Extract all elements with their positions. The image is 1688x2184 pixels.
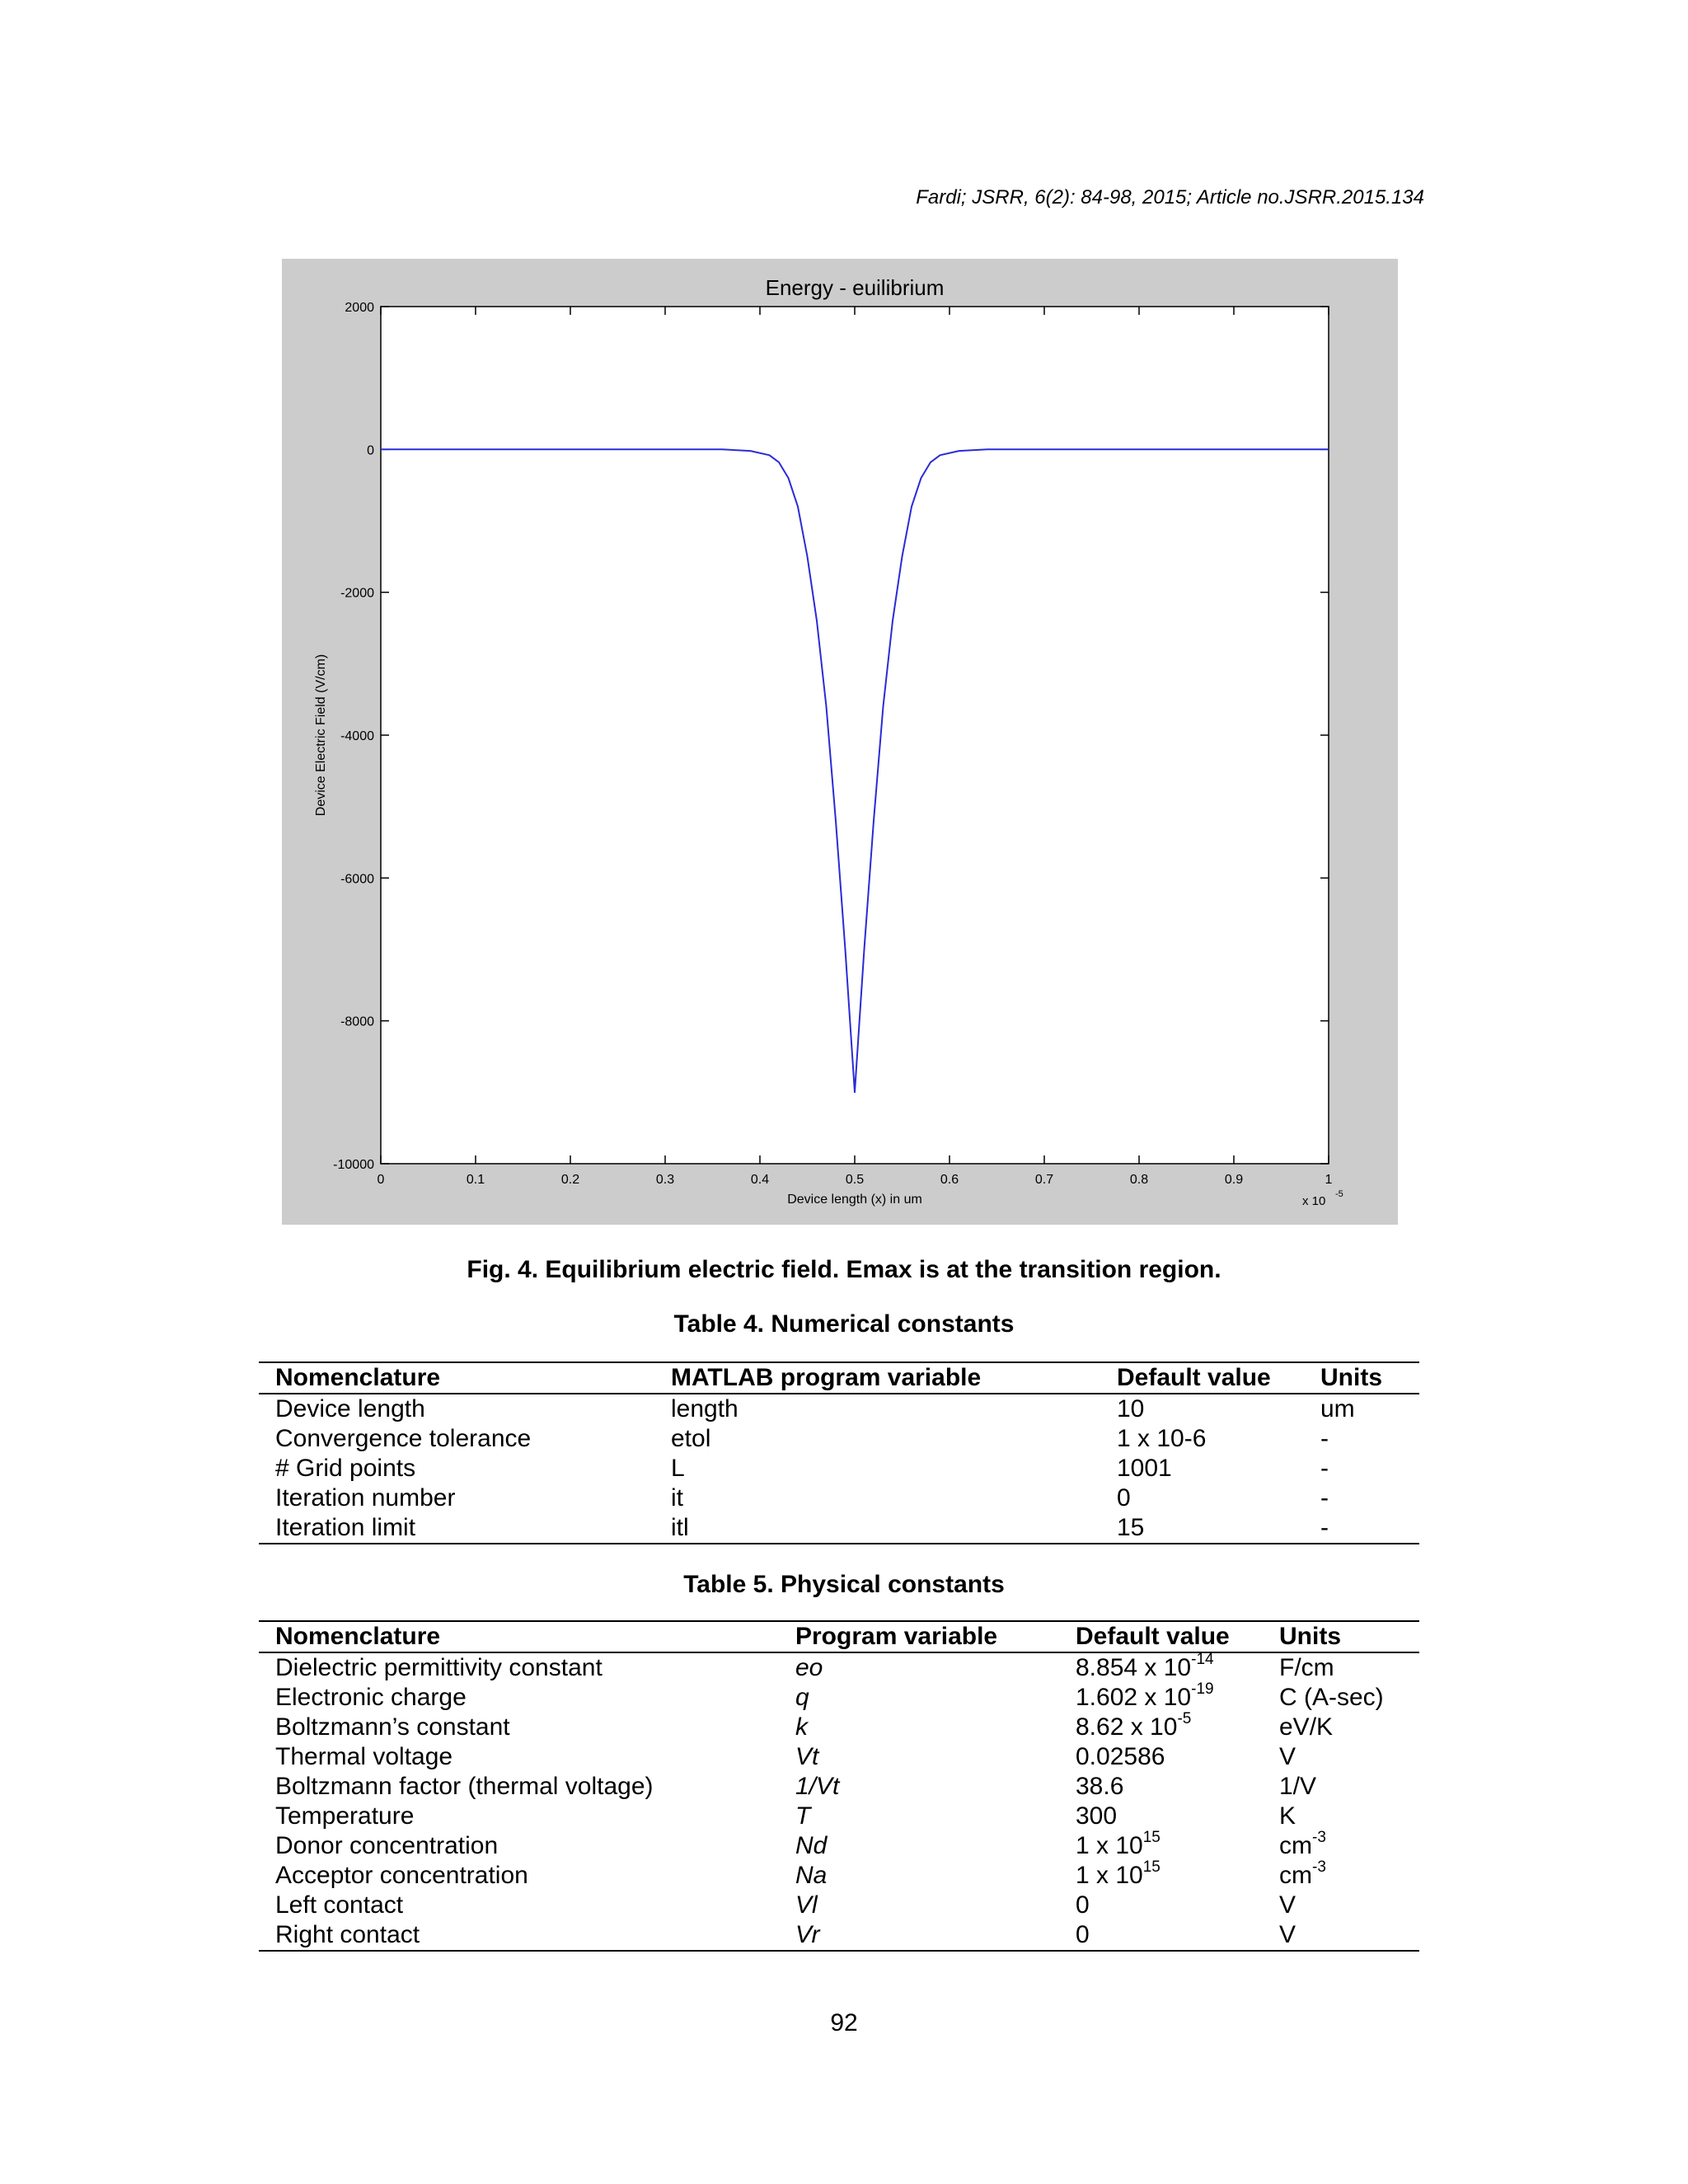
header-cell: MATLAB program variable xyxy=(671,1362,1117,1394)
unit-base: K xyxy=(1279,1802,1296,1830)
table-cell: Electronic charge xyxy=(275,1684,467,1711)
x-tick-label: 0.6 xyxy=(940,1173,959,1187)
value-base: 38.6 xyxy=(1076,1773,1124,1800)
table-cell: Iteration limit xyxy=(259,1513,671,1544)
table-row xyxy=(259,1483,1419,1513)
table-cell: T xyxy=(795,1802,811,1830)
table-cell xyxy=(1279,1713,1419,1742)
table-cell: Iteration number xyxy=(275,1484,456,1511)
table-cell: q xyxy=(795,1684,809,1711)
table-cell: - xyxy=(1320,1425,1329,1452)
value-base: 8.62 x 10 xyxy=(1076,1713,1178,1741)
unit-base: V xyxy=(1279,1743,1296,1770)
table-cell xyxy=(1076,1802,1279,1831)
value-exponent: -5 xyxy=(1177,1710,1192,1727)
table-row xyxy=(259,1861,1419,1891)
value-exponent: 15 xyxy=(1142,1829,1160,1846)
y-tick-label: 0 xyxy=(367,443,374,458)
table-cell: Left contact xyxy=(275,1891,404,1919)
table-cell: um xyxy=(1320,1395,1355,1422)
value-base: 300 xyxy=(1076,1802,1118,1830)
table-row xyxy=(259,1513,1419,1544)
x-tick-label: 0.9 xyxy=(1224,1173,1244,1187)
value-base: 8.854 x 10 xyxy=(1076,1654,1192,1681)
value-exponent: 15 xyxy=(1142,1858,1160,1876)
table-cell xyxy=(1279,1652,1419,1683)
x-tick-label: 0.3 xyxy=(655,1173,675,1187)
table-cell: Donor concentration xyxy=(275,1832,499,1859)
table-cell: # Grid points xyxy=(275,1455,416,1482)
x-tick-label: 0.5 xyxy=(845,1173,865,1187)
x-tick-label: 1 xyxy=(1325,1173,1333,1187)
table-cell xyxy=(1076,1891,1279,1920)
table-cell: it xyxy=(671,1484,683,1511)
table-cell: Device length xyxy=(275,1395,425,1422)
table-row xyxy=(259,1424,1419,1454)
table-row xyxy=(259,1831,1419,1861)
table-cell xyxy=(1279,1802,1419,1831)
header-cell: Units xyxy=(1279,1621,1419,1652)
unit-base: F/cm xyxy=(1279,1654,1334,1681)
table-cell xyxy=(1076,1920,1279,1951)
table-cell xyxy=(1076,1858,1279,1891)
table-cell: k xyxy=(795,1713,808,1741)
plot-area xyxy=(381,307,1329,1164)
table-cell xyxy=(1279,1831,1419,1861)
table-cell: - xyxy=(1320,1484,1329,1511)
header-cell: Default value xyxy=(1076,1621,1279,1652)
table-cell: 15 xyxy=(1117,1513,1320,1544)
header-cell: Nomenclature xyxy=(259,1362,671,1394)
table-cell xyxy=(1279,1920,1419,1951)
table-cell: 1/Vt xyxy=(795,1773,840,1800)
table-cell xyxy=(1279,1683,1419,1713)
table-cell: Dielectric permittivity constant xyxy=(275,1654,603,1681)
table-cell: Boltzmann’s constant xyxy=(275,1713,510,1741)
unit-exponent: -3 xyxy=(1312,1858,1326,1876)
table4-title: Table 4. Numerical constants xyxy=(673,1310,1015,1338)
numerical-constants-table xyxy=(259,1361,1419,1544)
table-row xyxy=(259,1394,1419,1424)
unit-base: eV/K xyxy=(1279,1713,1334,1741)
table-cell: - xyxy=(1320,1513,1419,1544)
figure-panel xyxy=(282,259,1398,1225)
unit-base: C (A-sec) xyxy=(1279,1684,1384,1711)
y-tick-label: -10000 xyxy=(333,1158,374,1172)
table-row xyxy=(259,1683,1419,1713)
x-tick-label: 0.1 xyxy=(466,1173,485,1187)
value-exponent: -19 xyxy=(1191,1680,1214,1698)
table-cell: 1001 xyxy=(1117,1455,1172,1482)
table-cell xyxy=(1076,1742,1279,1772)
y-tick-label: -2000 xyxy=(340,586,374,601)
y-tick-label: -4000 xyxy=(340,729,374,743)
table-cell: length xyxy=(671,1395,738,1422)
table-cell: Boltzmann factor (thermal voltage) xyxy=(275,1773,654,1800)
x-tick-label: 0.7 xyxy=(1034,1173,1054,1187)
table-row xyxy=(259,1652,1419,1683)
y-tick-label: 2000 xyxy=(345,301,374,315)
table-cell: 1 x 10-6 xyxy=(1117,1425,1207,1452)
table-cell xyxy=(1076,1710,1279,1742)
y-axis-label: Device Electric Field (V/cm) xyxy=(314,654,328,817)
table-cell: 0 xyxy=(1117,1484,1131,1511)
table-header-row xyxy=(259,1621,1419,1652)
x-axis-label: Device length (x) in um xyxy=(787,1193,922,1207)
table-cell: Acceptor concentration xyxy=(275,1862,528,1889)
x-tick-label: 0.4 xyxy=(750,1173,770,1187)
electric-field-chart xyxy=(282,259,1398,1225)
table-cell: - xyxy=(1320,1455,1329,1482)
table-cell xyxy=(1279,1891,1419,1920)
table-cell xyxy=(1279,1858,1419,1891)
table-row xyxy=(259,1891,1419,1920)
table-cell: Vl xyxy=(795,1891,818,1919)
table-cell: Vr xyxy=(795,1920,1076,1951)
header-cell: Units xyxy=(1320,1362,1419,1394)
running-header: Fardi; JSRR, 6(2): 84-98, 2015; Article no.JSRR.2015.134 xyxy=(916,186,1424,209)
table-cell: 10 xyxy=(1117,1395,1145,1422)
table-cell xyxy=(1076,1772,1279,1802)
table-cell: Nd xyxy=(795,1832,828,1859)
unit-base: V xyxy=(1279,1891,1296,1919)
chart-title: Energy - euilibrium xyxy=(765,275,945,300)
value-base: 0.02586 xyxy=(1076,1743,1165,1770)
table-cell xyxy=(1279,1772,1419,1802)
x-tick-label: 0.2 xyxy=(560,1173,580,1187)
header-cell: Program variable xyxy=(795,1621,1076,1652)
unit-base: V xyxy=(1279,1921,1296,1948)
table-row xyxy=(259,1920,1419,1951)
table-row xyxy=(259,1454,1419,1483)
y-tick-label: -8000 xyxy=(340,1015,374,1029)
table-cell: etol xyxy=(671,1425,711,1452)
table-cell: Convergence tolerance xyxy=(275,1425,532,1452)
table-cell: L xyxy=(671,1455,685,1482)
y-tick-label: -6000 xyxy=(340,872,374,887)
table-row xyxy=(259,1713,1419,1742)
x-tick-label: 0 xyxy=(377,1173,385,1187)
unit-exponent: -3 xyxy=(1312,1829,1326,1846)
value-base: 0 xyxy=(1076,1891,1090,1919)
header-cell: Nomenclature xyxy=(259,1621,795,1652)
table-row xyxy=(259,1802,1419,1831)
table5-title: Table 5. Physical constants xyxy=(683,1571,1005,1598)
value-base: 0 xyxy=(1076,1921,1090,1948)
value-base: 1 x 10 xyxy=(1076,1832,1143,1859)
x-tick-label: 0.8 xyxy=(1129,1173,1149,1187)
figure-caption: Fig. 4. Equilibrium electric field. Emax is at the transition region. xyxy=(467,1256,1221,1283)
table-cell xyxy=(1279,1742,1419,1772)
table-cell: Right contact xyxy=(259,1920,795,1951)
header-cell: Default value xyxy=(1117,1362,1320,1394)
table-cell: Temperature xyxy=(275,1802,415,1830)
table-cell: Na xyxy=(795,1862,828,1889)
table-cell xyxy=(1076,1652,1279,1683)
page-number: 92 xyxy=(830,2009,858,2036)
table-cell xyxy=(1076,1831,1279,1861)
table-cell: eo xyxy=(795,1654,823,1681)
unit-base: cm xyxy=(1279,1832,1312,1859)
value-base: 1.602 x 10 xyxy=(1076,1684,1192,1711)
x-multiplier-label: x 10 xyxy=(1302,1194,1326,1208)
table-row xyxy=(259,1772,1419,1802)
physical-constants-table xyxy=(259,1620,1419,1952)
unit-base: 1/V xyxy=(1279,1773,1317,1800)
table-cell xyxy=(1076,1680,1279,1713)
table-cell: Vt xyxy=(795,1743,819,1770)
x-multiplier-exponent: -5 xyxy=(1335,1189,1343,1199)
value-base: 1 x 10 xyxy=(1076,1862,1143,1889)
table-row xyxy=(259,1742,1419,1772)
unit-base: cm xyxy=(1279,1862,1312,1889)
table-cell: Thermal voltage xyxy=(275,1743,453,1770)
value-exponent: -14 xyxy=(1191,1651,1214,1668)
table-header-row xyxy=(259,1362,1419,1394)
table-cell: itl xyxy=(671,1513,1117,1544)
